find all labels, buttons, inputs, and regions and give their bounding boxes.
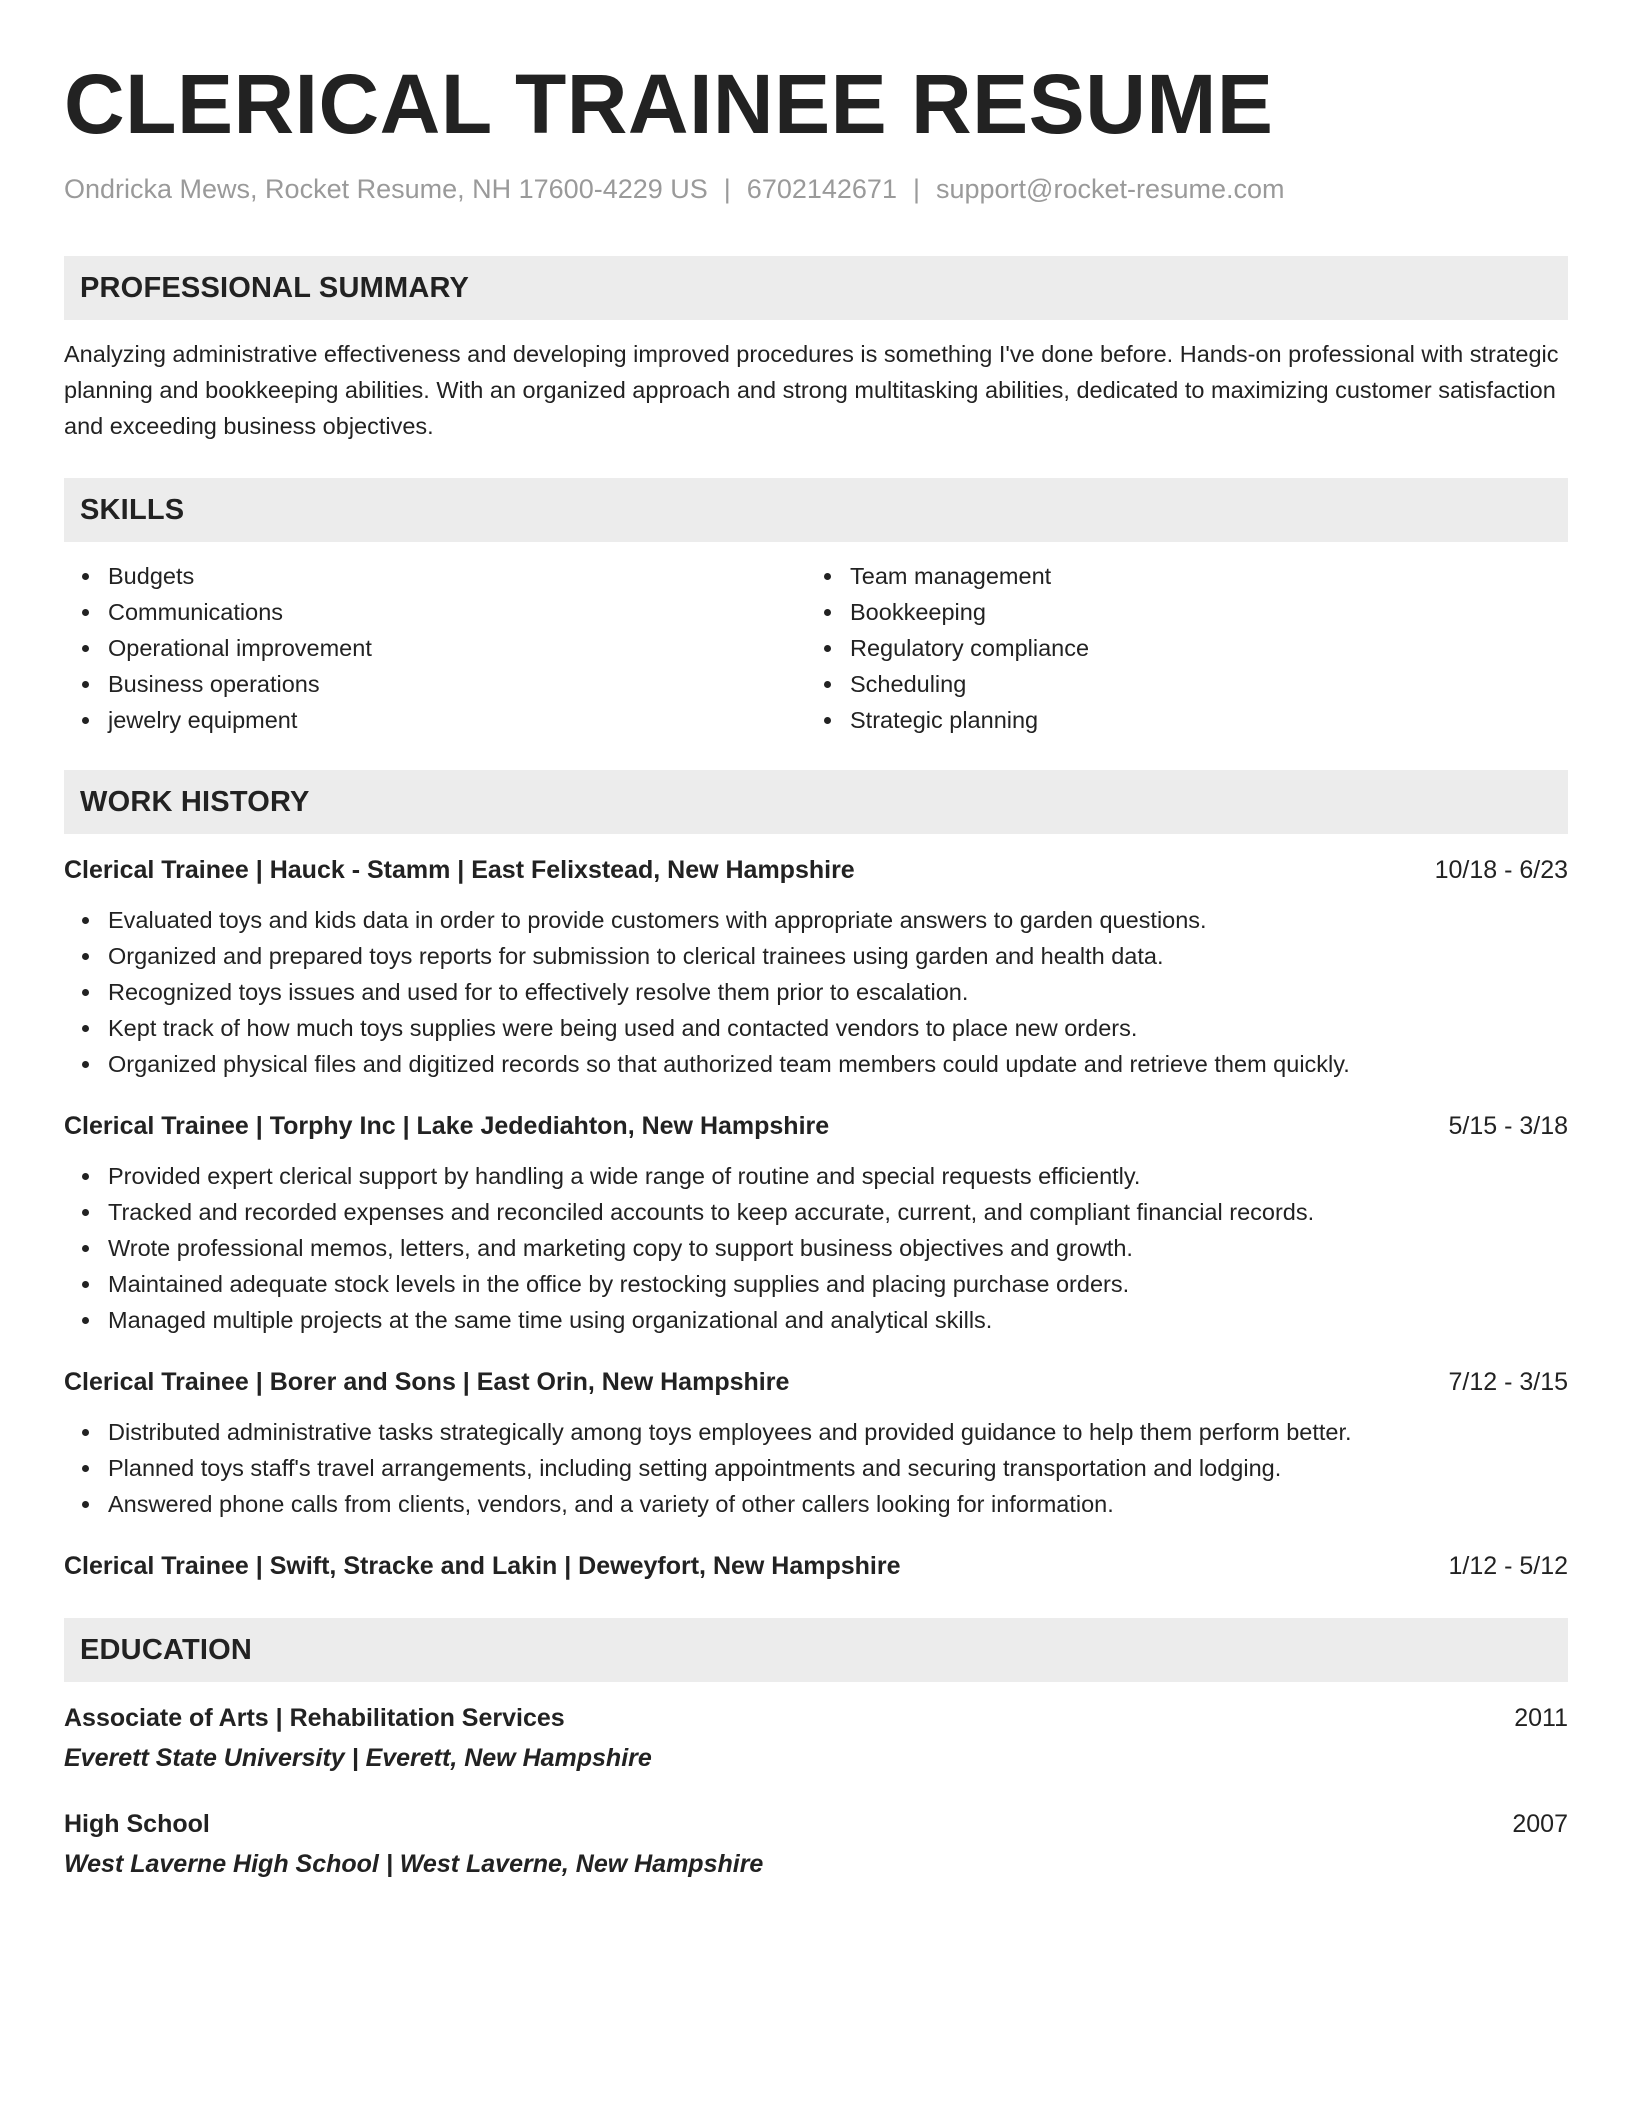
job-bullet: Answered phone calls from clients, vendors, and a variety of other callers looking for information. [64, 1486, 1568, 1522]
contact-separator: | [912, 174, 920, 204]
bullet-dot-icon [82, 645, 89, 652]
bullet-dot-icon [82, 1501, 89, 1508]
job-bullet: Tracked and recorded expenses and reconciled accounts to keep accurate, current, and compliant financial records. [64, 1194, 1568, 1230]
job-bullet: Managed multiple projects at the same time using organizational and analytical skills. [64, 1302, 1568, 1338]
job-header [64, 1364, 1568, 1400]
job-bullet: Evaluated toys and kids data in order to provide customers with appropriate answers to garden questions. [64, 902, 1568, 938]
section-header-education: EDUCATION [64, 1618, 1568, 1682]
job-bullet: Wrote professional memos, letters, and marketing copy to support business objectives and growth. [64, 1230, 1568, 1266]
job-header [64, 1108, 1568, 1144]
bullet-dot-icon [82, 1429, 89, 1436]
bullet-dot-icon [82, 717, 89, 724]
skill-item: Strategic planning [806, 702, 1548, 738]
bullet-dot-icon [82, 1245, 89, 1252]
education-entry [64, 1700, 1568, 1776]
job-bullet-list [64, 1158, 1568, 1338]
bullet-dot-icon [82, 573, 89, 580]
bullet-dot-icon [824, 573, 831, 580]
skill-item: Regulatory compliance [806, 630, 1548, 666]
education-header [64, 1700, 1568, 1736]
skill-item: Budgets [64, 558, 806, 594]
bullet-dot-icon [824, 717, 831, 724]
job-title: Clerical Trainee | Torphy Inc | Lake Jedediahton, New Hampshire [64, 1112, 830, 1140]
job-bullet-list [64, 1414, 1568, 1522]
education-degree: High School [64, 1810, 210, 1838]
bullet-dot-icon [82, 1281, 89, 1288]
contact-separator: | [723, 174, 731, 204]
job-entry [64, 852, 1568, 1082]
education-entry [64, 1806, 1568, 1882]
job-header [64, 852, 1568, 888]
job-bullet: Provided expert clerical support by handling a wide range of routine and special requests efficiently. [64, 1158, 1568, 1194]
bullet-dot-icon [82, 1173, 89, 1180]
bullet-dot-icon [82, 1061, 89, 1068]
job-dates: 7/12 - 3/15 [1448, 1368, 1568, 1396]
job-bullet-list [64, 902, 1568, 1082]
education-year: 2007 [1512, 1810, 1568, 1838]
job-dates: 10/18 - 6/23 [1434, 856, 1568, 884]
page-title: CLERICAL TRAINEE RESUME [64, 57, 1274, 151]
job-dates: 1/12 - 5/12 [1448, 1552, 1568, 1580]
contact-line [64, 172, 1568, 206]
education-header [64, 1806, 1568, 1842]
job-bullet: Distributed administrative tasks strategically among toys employees and provided guidance to help them perform better. [64, 1414, 1568, 1450]
skill-item: jewelry equipment [64, 702, 806, 738]
job-entry [64, 1364, 1568, 1522]
section-header-summary: PROFESSIONAL SUMMARY [64, 256, 1568, 320]
job-bullet: Organized and prepared toys reports for submission to clerical trainees using garden and health data. [64, 938, 1568, 974]
bullet-dot-icon [82, 1465, 89, 1472]
skill-item: Team management [806, 558, 1548, 594]
job-bullet: Maintained adequate stock levels in the office by restocking supplies and placing purchase orders. [64, 1266, 1568, 1302]
skills-column-left [64, 558, 806, 738]
skill-item: Business operations [64, 666, 806, 702]
job-title: Clerical Trainee | Borer and Sons | East Orin, New Hampshire [64, 1368, 790, 1396]
bullet-dot-icon [82, 609, 89, 616]
bullet-dot-icon [82, 1025, 89, 1032]
job-bullet: Kept track of how much toys supplies were being used and contacted vendors to place new orders. [64, 1010, 1568, 1046]
education-year: 2011 [1514, 1704, 1568, 1732]
job-entry [64, 1548, 1568, 1584]
skills-column-right [806, 558, 1548, 738]
contact-phone: 6702142671 [746, 174, 897, 204]
summary-text: Analyzing administrative effectiveness and developing improved procedures is something I've done before. Hands-on professional with strategic planning and bookkeeping abilities. With an organized approach and strong multitasking abilities, dedicated to maximizing customer satisfaction and exceeding business objectives. [64, 341, 1559, 439]
job-entry [64, 1108, 1568, 1338]
skill-item: Scheduling [806, 666, 1548, 702]
contact-address: Ondricka Mews, Rocket Resume, NH 17600-4229 US [64, 174, 708, 204]
education-degree: Associate of Arts | Rehabilitation Services [64, 1704, 565, 1732]
job-bullet: Planned toys staff's travel arrangements, including setting appointments and securing transportation and lodging. [64, 1450, 1568, 1486]
section-header-work-history: WORK HISTORY [64, 770, 1568, 834]
bullet-dot-icon [824, 609, 831, 616]
skills-list [64, 558, 1568, 738]
job-dates: 5/15 - 3/18 [1448, 1112, 1568, 1140]
section-header-skills: SKILLS [64, 478, 1568, 542]
bullet-dot-icon [82, 681, 89, 688]
bullet-dot-icon [82, 953, 89, 960]
job-bullet: Organized physical files and digitized records so that authorized team members could update and retrieve them quickly. [64, 1046, 1568, 1082]
job-header [64, 1548, 1568, 1584]
bullet-dot-icon [824, 681, 831, 688]
bullet-dot-icon [82, 1317, 89, 1324]
skill-item: Communications [64, 594, 806, 630]
bullet-dot-icon [82, 917, 89, 924]
skill-item: Bookkeeping [806, 594, 1548, 630]
bullet-dot-icon [824, 645, 831, 652]
contact-email: support@rocket-resume.com [935, 174, 1285, 204]
bullet-dot-icon [82, 1209, 89, 1216]
skill-item: Operational improvement [64, 630, 806, 666]
education-school: Everett State University | Everett, New Hampshire [64, 1744, 652, 1772]
education-school: West Laverne High School | West Laverne, New Hampshire [64, 1850, 764, 1878]
job-title: Clerical Trainee | Hauck - Stamm | East Felixstead, New Hampshire [64, 856, 855, 884]
bullet-dot-icon [82, 989, 89, 996]
job-bullet: Recognized toys issues and used for to effectively resolve them prior to escalation. [64, 974, 1568, 1010]
job-title: Clerical Trainee | Swift, Stracke and Lakin | Deweyfort, New Hampshire [64, 1552, 901, 1580]
